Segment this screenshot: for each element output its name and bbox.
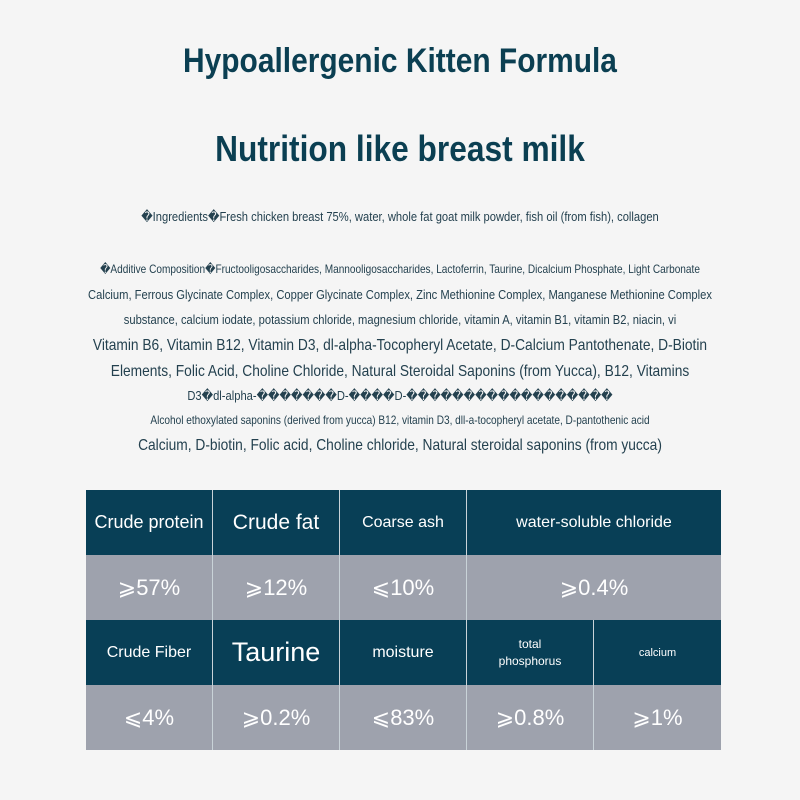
table-header: Crude Fiber <box>86 620 213 685</box>
table-value: ⩾0.8% <box>467 685 594 750</box>
table-header: water-soluble chloride <box>467 490 721 555</box>
additive-line-2: Calcium, Ferrous Glycinate Complex, Copper Glycinate Complex, Zinc Methionine Complex, Manganese Methionine Complex <box>88 287 712 302</box>
table-value: ⩾12% <box>213 555 340 620</box>
additive-line-5: Elements, Folic Acid, Choline Chloride, Natural Steroidal Saponins (from Yucca), B12, Vitamins <box>110 363 690 380</box>
table-header: total phosphorus <box>467 620 594 685</box>
table-value: ⩾57% <box>86 555 213 620</box>
subtitle: Nutrition like breast milk <box>215 128 585 169</box>
table-value: ⩾1% <box>594 685 721 750</box>
main-title: Hypoallergenic Kitten Formula <box>183 42 617 80</box>
additive-line-1: �Additive Composition�Fructooligosaccharides, Mannooligosaccharides, Lactoferrin, Taurine, Dicalcium Phosphate, Light Carbonate <box>100 262 700 276</box>
table-header: Crude protein <box>86 490 213 555</box>
table-header: calcium <box>594 620 721 685</box>
additive-line-8: Calcium, D-biotin, Folic acid, Choline chloride, Natural steroidal saponins (from yucca) <box>138 437 662 454</box>
ingredients-text: �Ingredients�Fresh chicken breast 75%, water, whole fat goat milk powder, fish oil (from fish), collagen <box>141 209 659 224</box>
additive-line-7: Alcohol ethoxylated saponins (derived from yucca) B12, vitamin D3, dll-a-tocopheryl acetate, D-pantothenic acid <box>150 413 650 427</box>
table-value: ⩾0.2% <box>213 685 340 750</box>
additive-line-4: Vitamin B6, Vitamin B12, Vitamin D3, dl-alpha-Tocopheryl Acetate, D-Calcium Pantothenate, D-Biotin <box>92 337 708 354</box>
table-value: ⩽10% <box>340 555 467 620</box>
nutrition-table <box>86 490 721 750</box>
table-header: Coarse ash <box>340 490 467 555</box>
table-value: ⩽4% <box>86 685 213 750</box>
table-header: Taurine <box>213 620 340 685</box>
additive-line-3: substance, calcium iodate, potassium chloride, magnesium chloride, vitamin A, vitamin B1, vitamin B2, niacin, vi <box>123 312 677 327</box>
table-header: moisture <box>340 620 467 685</box>
table-value: ⩾0.4% <box>467 555 721 620</box>
table-value: ⩽83% <box>340 685 467 750</box>
additive-line-6: D3�dl-alpha-�������D-����D-������������������ <box>187 388 613 403</box>
table-header: Crude fat <box>213 490 340 555</box>
